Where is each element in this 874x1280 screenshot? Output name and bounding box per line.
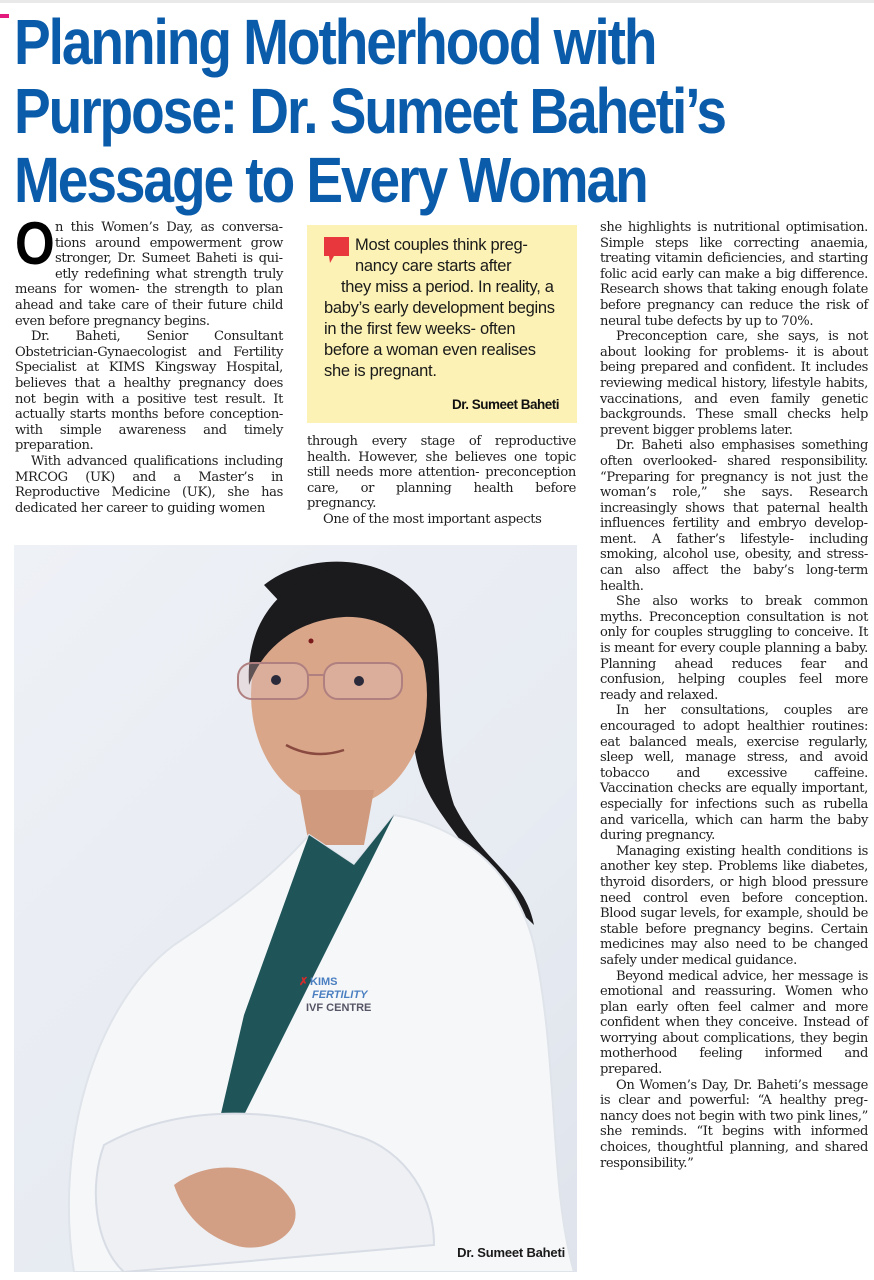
paragraph: Dr. Baheti, Senior Consultant Obstetrician-Gynaecologist and Fertility Specialist at KIMS Kingsway Hospital, believes that a healthy pregnancy does not begin with a positive test result. It actually starts months before conception- with simple awareness and timely preparation. xyxy=(15,329,283,454)
svg-text:FERTILITY: FERTILITY xyxy=(312,989,368,1001)
article-column-1 xyxy=(15,210,283,516)
paragraph: In her consultations, couples are encouraged to adopt healthier routines: eat balanced meals, exercise regularly, sleep well, manage stress, and avoid tobacco and excessive caffeine. Vaccination checks are equally important, especially for infections such as rubella and varicella, which can harm the baby during pregnancy. xyxy=(600,703,868,844)
top-border xyxy=(0,0,874,3)
article-column-3 xyxy=(600,220,868,1171)
pull-quote-author: Dr. Sumeet Baheti xyxy=(451,397,559,412)
paragraph: One of the most important aspects xyxy=(323,511,542,527)
paragraph: she highlights is nutritional optimisation. Simple steps like correcting anaemia, treating vitamin deficiencies, and starting folic acid early can make a big difference. Research shows that taking enough folate before pregnancy can reduce the risk of neural tube defects by up to 70%. xyxy=(600,220,868,329)
pull-quote-line: they miss a period. In reality, a baby’s early development begins in the first few weeks- often before a woman even realises she is pregnant. xyxy=(324,278,555,380)
headline-line: Planning Motherhood with xyxy=(14,6,656,78)
paragraph: On this Women’s Day, as conversations around empowerment grow stronger, Dr. Sumeet Baheti is quietly redefining what strength truly means for women- the strength to plan ahead and take care of their future child even before pregnancy begins. xyxy=(15,210,283,329)
pull-quote-line: nancy care starts after xyxy=(355,257,512,275)
svg-text:✗: ✗ xyxy=(299,976,309,988)
pull-quote xyxy=(307,225,577,423)
svg-text:IVF CENTRE: IVF CENTRE xyxy=(306,1002,372,1014)
headline-line: Purpose: Dr. Sumeet Baheti’s xyxy=(14,75,725,147)
pull-quote-line: Most couples think preg- xyxy=(355,236,528,254)
portrait-illustration xyxy=(14,545,577,1272)
paragraph: through every stage of reproductive health. However, she believes one topic still needs more attention- preconception care, or planning health before pregnancy. xyxy=(307,434,576,512)
photo-caption: Dr. Sumeet Baheti xyxy=(457,1245,565,1260)
paragraph: Dr. Baheti also emphasises something often overlooked- shared responsibility. “Preparing for pregnancy is not just the woman’s role,” she says. Research increasingly shows that paternal health influences fertility and embryo development. A father’s lifestyle- including smoking, alcohol use, obesity, and stress- can also affect the baby’s long-term health. xyxy=(600,438,868,594)
svg-text:KIMS: KIMS xyxy=(310,976,338,988)
paragraph: She also works to break common myths. Preconception consultation is not only for couples struggling to conceive. It is meant for every couple planning a baby. Planning ahead reduces fear and confusion, helping couples feel more ready and relaxed. xyxy=(600,594,868,703)
headline xyxy=(14,8,754,215)
article-column-2 xyxy=(307,434,576,528)
paragraph: Preconception care, she says, is not about looking for problems- it is about being prepared and confident. It includes reviewing medical history, lifestyle habits, vaccinations, and even family genetic backgrounds. These small checks help prevent bigger problems later. xyxy=(600,329,868,438)
pull-quote-text xyxy=(324,235,564,382)
paragraph: On Women’s Day, Dr. Baheti’s message is clear and powerful: “A healthy pregnancy does not begin with two pink lines,” she reminds. “It begins with informed choices, thoughtful planning, and shared responsibility.” xyxy=(600,1077,868,1171)
headline-line: Message to Every Woman xyxy=(14,144,647,216)
paragraph: Beyond medical advice, her message is emotional and reassuring. Women who plan early often feel calmer and more confident when they conceive. Instead of worrying about complications, they begin motherhood feeling informed and prepared. xyxy=(600,968,868,1078)
portrait-photo xyxy=(14,545,577,1272)
paragraph: With advanced qualifications including MRCOG (UK) and a Master’s in Reproductive Medicine (UK), she has dedicated her career to guiding women xyxy=(15,453,283,516)
drop-cap: O xyxy=(15,210,55,277)
section-accent-marker xyxy=(0,14,9,18)
paragraph: Managing existing health conditions is another key step. Problems like diabetes, thyroid disorders, or high blood pressure need control even before conception. Blood sugar levels, for example, should be stable before pregnancy begins. Certain medicines may also need to be changed safely under medical guidance. xyxy=(600,843,868,968)
